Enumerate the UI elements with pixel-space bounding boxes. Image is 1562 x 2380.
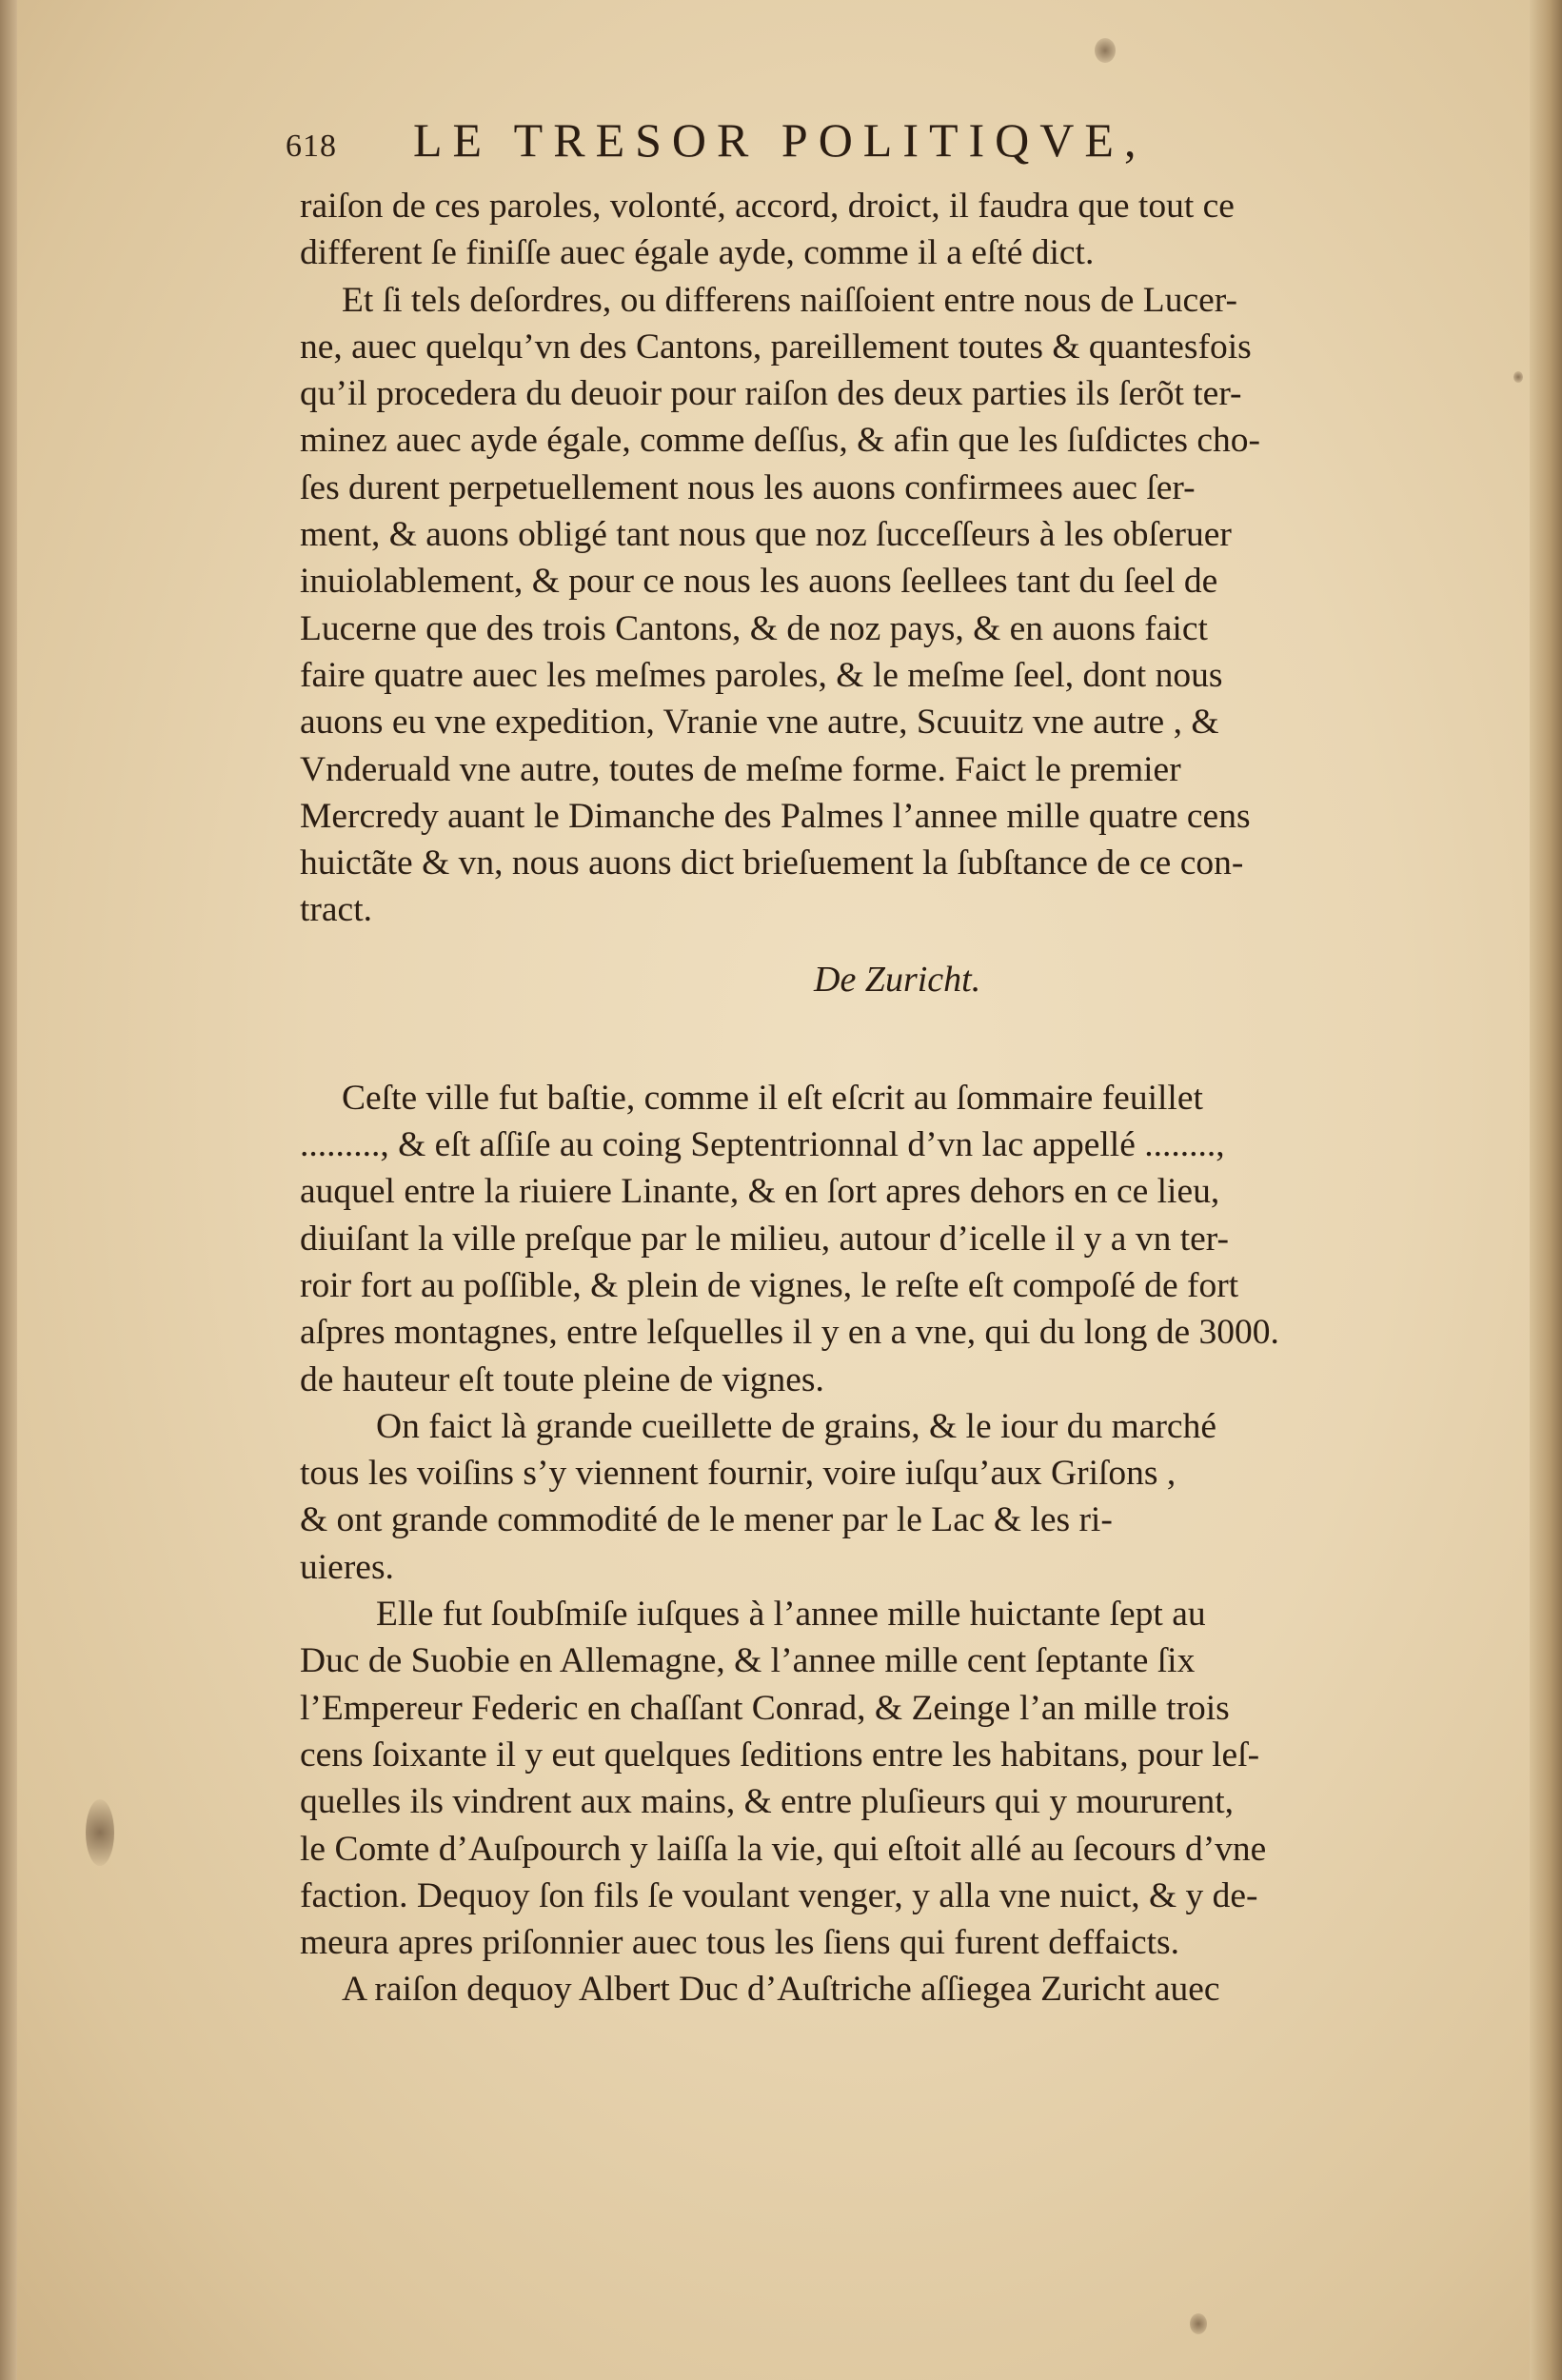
text-line: aſpres montagnes, entre leſquelles il y en a vne, qui du long de 3000. [300, 1313, 1279, 1353]
text-line: Lucerne que des trois Cantons, & de noz pays, & en auons faict [300, 608, 1208, 648]
ink-spot [1513, 371, 1523, 383]
body-text [300, 183, 1485, 2013]
text-line: Duc de Suobie en Allemagne, & l’annee mille cent ſeptante ſix [300, 1641, 1196, 1681]
text-line: l’Empereur Federic en chaſſant Conrad, & Zeinge l’an mille trois [300, 1688, 1230, 1728]
page-left-edge [0, 0, 17, 2380]
text-line: cens ſoixante il y eut quelques ſeditions entre les habitans, pour leſ- [300, 1735, 1260, 1775]
ink-spot [1095, 38, 1116, 63]
text-line: diuiſant la ville preſque par le milieu, autour d’icelle il y a vn ter- [300, 1219, 1229, 1259]
text-line: Et ſi tels deſordres, ou differens naiſſoient entre nous de Lucer- [342, 280, 1237, 320]
text-line: uieres. [300, 1547, 394, 1587]
ink-spot [86, 1799, 114, 1866]
text-line: tract. [300, 890, 372, 930]
section-heading: De Zuricht. [814, 960, 981, 1001]
text-line: le Comte d’Auſpourch y laiſſa la vie, qui eſtoit allé au ſecours d’vne [300, 1829, 1267, 1869]
text-line: different ſe finiſſe auec égale ayde, comme il a eſté dict. [300, 233, 1095, 273]
text-line: qu’il procedera du deuoir pour raiſon des deux parties ils ſerõt ter- [300, 374, 1242, 414]
text-line: Ceſte ville fut baſtie, comme il eſt eſcrit au ſommaire feuillet [342, 1078, 1203, 1118]
running-header [286, 112, 1333, 169]
text-line: huictãte & vn, nous auons dict brieſuement la ſubſtance de ce con- [300, 843, 1244, 883]
running-title: LE TRESOR POLITIQVE, [413, 113, 1147, 167]
text-line: auons eu vne expedition, Vranie vne autre, Scuuitz vne autre , & [300, 703, 1219, 743]
text-line: inuiolablement, & pour ce nous les auons ſeellees tant du ſeel de [300, 562, 1218, 602]
text-line: faire quatre auec les meſmes paroles, & le meſme ſeel, dont nous [300, 655, 1223, 695]
text-line: On faict là grande cueillette de grains, & le iour du marché [376, 1406, 1216, 1446]
text-line: de hauteur eſt toute pleine de vignes. [300, 1359, 824, 1399]
text-line: Vnderuald vne autre, toutes de meſme forme. Faict le premier [300, 749, 1181, 789]
text-line: Elle fut ſoubſmiſe iuſques à l’annee mille huictante ſept au [376, 1595, 1206, 1635]
text-line: raiſon de ces paroles, volonté, accord, droict, il faudra que tout ce [300, 187, 1235, 226]
text-line: tous les voiſins s’y viennent fournir, voire iuſqu’aux Griſons , [300, 1454, 1176, 1494]
text-line: Mercredy auant le Dimanche des Palmes l’annee mille quatre cens [300, 796, 1251, 836]
text-line: & ont grande commodité de le mener par le Lac & les ri- [300, 1500, 1113, 1540]
text-line: ment, & auons obligé tant nous que noz ſucceſſeurs à les obſeruer [300, 515, 1232, 555]
text-line: ........., & eſt aſſiſe au coing Septentrionnal d’vn lac appellé ........, [300, 1125, 1225, 1165]
text-line: roir fort au poſſible, & plein de vignes, le reſte eſt compoſé de fort [300, 1265, 1239, 1305]
page-right-edge [1530, 0, 1562, 2380]
text-line: minez auec ayde égale, comme deſſus, & afin que les ſuſdictes cho- [300, 421, 1260, 461]
text-line: A raiſon dequoy Albert Duc d’Auſtriche aſſiegea Zuricht auec [342, 1970, 1220, 2010]
text-line: quelles ils vindrent aux mains, & entre pluſieurs qui y moururent, [300, 1782, 1235, 1822]
page-number: 618 [286, 129, 337, 164]
ink-spot [1190, 2313, 1207, 2334]
text-line: faction. Dequoy ſon fils ſe voulant venger, y alla vne nuict, & y de- [300, 1875, 1258, 1915]
text-line: ſes durent perpetuellement nous les auons confirmees auec ſer- [300, 467, 1196, 507]
text-line: ne, auec quelqu’vn des Cantons, pareillement toutes & quantesfois [300, 327, 1252, 367]
text-line: auquel entre la riuiere Linante, & en ſort apres dehors en ce lieu, [300, 1172, 1220, 1212]
text-line: meura apres priſonnier auec tous les ſiens qui furent deffaicts. [300, 1923, 1179, 1963]
